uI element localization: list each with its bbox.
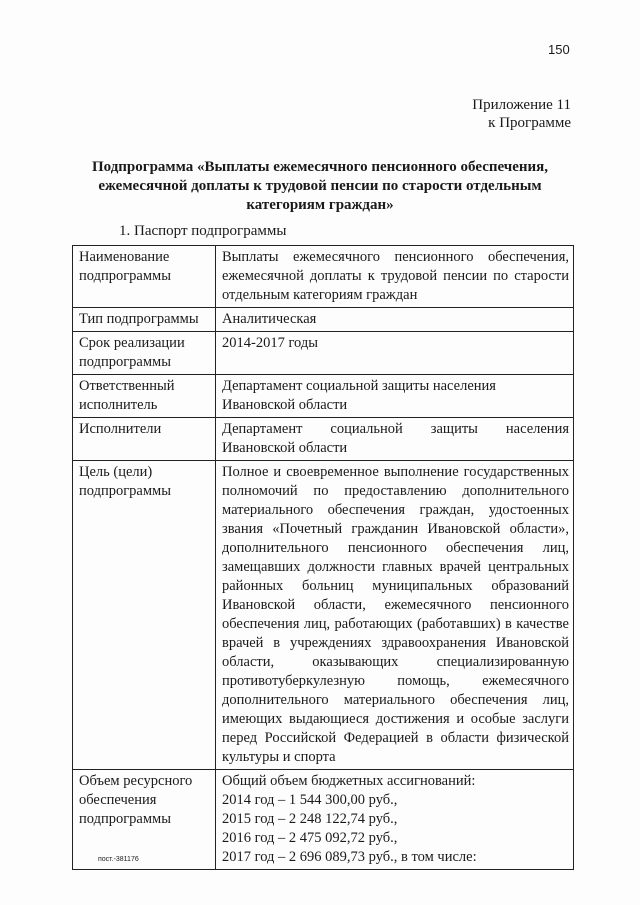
row-value: Полное и своевременное выполнение государственных полномочий по предоставлению дополнительного материального обеспечения граждан, удостоенных звания «Почетный гражданин Ивановской области», дополнительного пенсионного обеспечения лиц, замещавших должности главных врачей центральных районных больниц муниципальных образований Ивановской области, ежемесячного пенсионного обеспечения лиц, работающих (работавших) в качестве врачей в учреждениях здравоохранения Ивановской области, оказывающих специализированную противотуберкулезную помощь, ежемесячного дополнительного материального обеспечения лиц, имеющих выдающиеся достижения и особые заслуги перед Российской Федерацией в области физической культуры и спорта bbox=[216, 461, 574, 770]
footer-code: пост.-381176 bbox=[98, 856, 139, 863]
row-value: Аналитическая bbox=[216, 308, 574, 332]
row-value bbox=[216, 770, 574, 870]
table-row bbox=[73, 308, 574, 332]
appendix-line-2: к Программе bbox=[488, 115, 571, 131]
table-row bbox=[73, 461, 574, 770]
table-row bbox=[73, 375, 574, 418]
title-line-1: Подпрограмма «Выплаты ежемесячного пенсионного обеспечения, bbox=[91, 159, 549, 175]
subprogram-title bbox=[70, 158, 570, 215]
row-value: 2014-2017 годы bbox=[216, 332, 574, 375]
row-value: Департамент социальной защиты населения Ивановской области bbox=[216, 375, 574, 418]
row-label: Цель (цели) подпрограммы bbox=[73, 461, 216, 770]
funding-2014-line: 2014 год – 1 544 300,00 руб., bbox=[222, 792, 398, 808]
page-number: 150 bbox=[548, 42, 570, 57]
funding-2017-line: 2017 год – 2 696 089,73 руб., в том числе: bbox=[222, 849, 477, 865]
table-row bbox=[73, 246, 574, 308]
row-value: Выплаты ежемесячного пенсионного обеспечения, ежемесячной доплаты к трудовой пенсии по старости отдельным категориям граждан bbox=[216, 246, 574, 308]
funding-2016-line: 2016 год – 2 475 092,72 руб., bbox=[222, 830, 398, 846]
title-line-3: категориям граждан» bbox=[246, 197, 394, 213]
funding-total-line: Общий объем бюджетных ассигнований: bbox=[222, 773, 476, 789]
appendix-caption bbox=[472, 96, 571, 132]
title-line-2: ежемесячной доплаты к трудовой пенсии по старости отдельным bbox=[98, 178, 542, 194]
row-value: Департамент социальной защиты населения Ивановской области bbox=[216, 418, 574, 461]
appendix-line-1: Приложение 11 bbox=[472, 97, 571, 113]
table-row bbox=[73, 418, 574, 461]
passport-table bbox=[72, 245, 574, 870]
table-row bbox=[73, 770, 574, 870]
passport-heading: 1. Паспорт подпрограммы bbox=[119, 223, 287, 239]
row-label: Ответственный исполнитель bbox=[73, 375, 216, 418]
row-label: Срок реализации подпрограммы bbox=[73, 332, 216, 375]
row-label: Исполнители bbox=[73, 418, 216, 461]
row-label: Тип подпрограммы bbox=[73, 308, 216, 332]
table-row bbox=[73, 332, 574, 375]
funding-2015-line: 2015 год – 2 248 122,74 руб., bbox=[222, 811, 398, 827]
row-label: Наименование подпрограммы bbox=[73, 246, 216, 308]
row-label: Объем ресурсного обеспечения подпрограммы bbox=[73, 770, 216, 870]
